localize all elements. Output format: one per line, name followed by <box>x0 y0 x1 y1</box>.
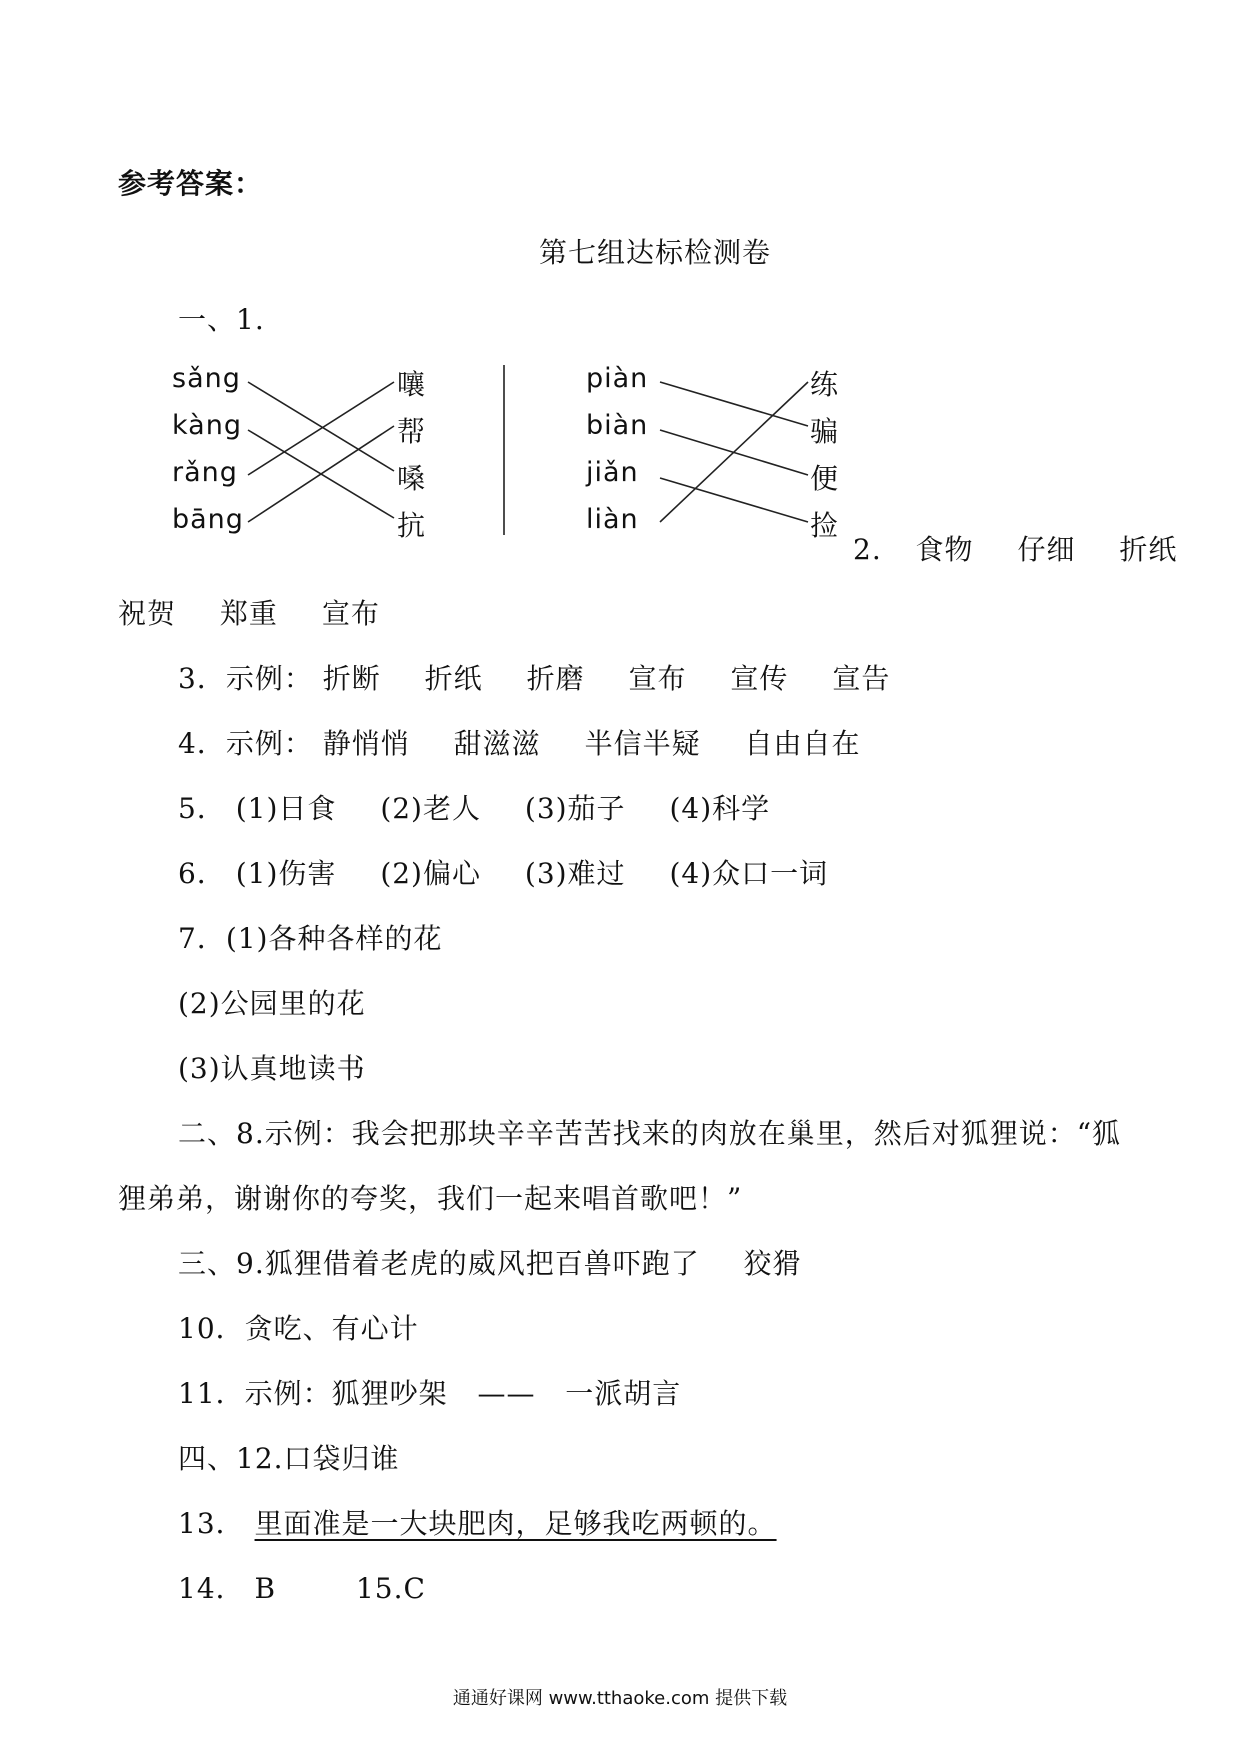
q7-line-3: (3)认真地读书 <box>178 1052 366 1085</box>
q5-item: (4)科学 <box>669 792 771 825</box>
match-line-bang <box>248 426 394 522</box>
page-heading: 参考答案： <box>118 167 264 200</box>
q8-line-1: 二、8.示例：我会把那块辛辛苦苦找来的肉放在巢里，然后对狐狸说：“狐 <box>178 1117 1122 1150</box>
q7-line-2: (2)公园里的花 <box>178 987 366 1020</box>
q6-line <box>178 852 828 892</box>
char-right-2: 骗 <box>810 415 839 448</box>
section-1-label: 一、1. <box>178 303 265 336</box>
q3-word: 折断 <box>322 662 381 695</box>
q15-answer: 15.C <box>355 1572 426 1605</box>
q6-label: 6． <box>178 857 226 890</box>
q11-line <box>178 1372 681 1412</box>
q6-item: (2)偏心 <box>380 857 481 890</box>
q5-item: (2)老人 <box>380 792 481 825</box>
q9-text: 三、9.狐狸借着老虎的威风把百兽吓跑了 <box>178 1247 700 1280</box>
pinyin-matching-figure <box>160 355 860 545</box>
char-left-3: 嗓 <box>397 462 426 495</box>
q13-line <box>178 1502 777 1542</box>
q2-word: 折纸 <box>1119 533 1178 566</box>
q2-line-2 <box>118 592 380 632</box>
q3-label: 3．示例： <box>178 662 313 695</box>
pinyin-left-2: kàng <box>172 410 242 441</box>
char-right-1: 练 <box>810 368 839 401</box>
q3-word: 折纸 <box>424 662 483 695</box>
q5-item: (3)茄子 <box>524 792 626 825</box>
q13-answer: 里面准是一大块肥肉，足够我吃两顿的。 <box>254 1507 777 1540</box>
q2-line-1 <box>853 528 1177 568</box>
q13-label: 13． <box>178 1507 245 1540</box>
q2-word: 祝贺 <box>118 597 177 630</box>
match-line-lian <box>660 382 808 522</box>
q3-word: 宣传 <box>730 662 789 695</box>
q14-q15-line <box>178 1567 426 1607</box>
q3-word: 宣告 <box>832 662 891 695</box>
q3-word: 折磨 <box>526 662 585 695</box>
q14-answer: B <box>254 1572 277 1605</box>
q14-label: 14． <box>178 1572 245 1605</box>
page-footer: 通通好课网 www.tthaoke.com 提供下载 <box>452 1688 788 1709</box>
char-left-1: 嚷 <box>397 368 426 401</box>
q4-word: 甜滋滋 <box>453 727 541 760</box>
pinyin-right-1: piàn <box>586 363 649 394</box>
q3-word: 宣布 <box>628 662 687 695</box>
q4-line <box>178 722 861 762</box>
q2-word: 食物 <box>915 533 974 566</box>
pinyin-right-3: jiǎn <box>586 457 639 488</box>
q5-label: 5． <box>178 792 226 825</box>
char-right-4: 捡 <box>810 509 839 542</box>
q4-word: 静悄悄 <box>322 727 410 760</box>
q5-line <box>178 787 770 827</box>
q11-label: 11．示例：狐狸吵架 <box>178 1377 448 1410</box>
page-title: 第七组达标检测卷 <box>538 236 771 269</box>
q8-line-2: 狸弟弟，谢谢你的夸奖，我们一起来唱首歌吧！” <box>118 1182 743 1215</box>
pinyin-right-4: liàn <box>586 504 639 535</box>
q12-line: 四、12.口袋归谁 <box>178 1442 400 1475</box>
char-left-4: 抗 <box>397 509 426 542</box>
q2-word: 仔细 <box>1017 533 1076 566</box>
q3-line <box>178 657 890 697</box>
q10-line: 10．贪吃、有心计 <box>178 1312 419 1345</box>
q11-dash: —— <box>477 1377 536 1410</box>
q2-label: 2. <box>853 533 882 566</box>
pinyin-left-3: rǎng <box>172 457 238 488</box>
pinyin-left-1: sǎng <box>172 363 241 394</box>
q6-item: (4)众口一词 <box>669 857 829 890</box>
q9-line <box>178 1242 802 1282</box>
q6-item: (1)伤害 <box>235 857 337 890</box>
q4-word: 自由自在 <box>744 727 861 760</box>
pinyin-left-4: bāng <box>172 504 244 535</box>
matching-lines <box>160 355 860 545</box>
q6-item: (3)难过 <box>524 857 626 890</box>
char-left-2: 帮 <box>397 415 426 448</box>
char-right-3: 便 <box>810 462 839 495</box>
q2-word: 宣布 <box>321 597 380 630</box>
q4-label: 4．示例： <box>178 727 313 760</box>
q2-word: 郑重 <box>219 597 278 630</box>
q7-line-1: 7．(1)各种各样的花 <box>178 922 443 955</box>
q4-word: 半信半疑 <box>584 727 701 760</box>
pinyin-right-2: biàn <box>586 410 649 441</box>
q11-answer: 一派胡言 <box>565 1377 682 1410</box>
q9-answer: 狡猾 <box>743 1247 802 1280</box>
q5-item: (1)日食 <box>235 792 337 825</box>
